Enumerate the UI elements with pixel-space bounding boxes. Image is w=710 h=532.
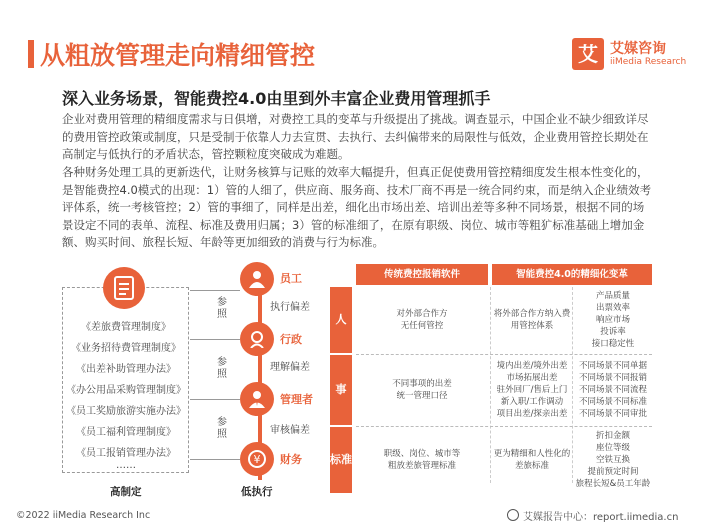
regulation-item: 《业务招待费管理制度》	[71, 343, 181, 354]
flow-action: 理解偏差	[270, 362, 310, 373]
cell-line: 不同场景不同流程	[578, 385, 647, 395]
connector-line	[190, 290, 240, 291]
admin-label: 行政	[280, 333, 302, 346]
copyright: ©2022 iiMedia Research Inc	[16, 510, 151, 521]
employee-node	[240, 262, 274, 296]
source-link[interactable]: 艾媒报告中心：report.iimedia.cn	[523, 512, 679, 523]
table-cell	[356, 287, 488, 353]
high-formulation-label: 高制定	[110, 486, 142, 498]
manager-label: 管理者	[280, 393, 313, 406]
cell-line: 职级、岗位、城市等	[383, 449, 461, 459]
cell-line: 座位等级	[595, 443, 630, 453]
body-paragraph-1: 企业对费用管理的精细度需求与日俱增，对费控工具的变革与升级提出了挑战。调查显示，中国企业不缺少细致详尽的费用管控政策或制度，只是受制于依靠人力去宣贯、去执行、去纠偏带来的局限性与低效，企业费用管控长期处在高制定与低执行的矛盾状态，管控颗粒度突破成为难题。	[62, 112, 649, 161]
cell-line: 折扣金额	[595, 431, 630, 441]
cell-line: 空铁互换	[595, 455, 630, 465]
regulation-item: 《出差补助管理办法》	[76, 364, 176, 375]
cell-line: 不同场景不同报销	[578, 373, 647, 383]
low-execution-label: 低执行	[241, 486, 273, 498]
cell-line: 将外部合作方纳入费	[493, 309, 571, 319]
flow-action: 执行偏差	[270, 302, 310, 313]
reference-label: 参照	[217, 357, 227, 380]
table-cell	[356, 427, 488, 493]
iimedia-logo	[572, 38, 692, 72]
report-center-icon	[507, 509, 519, 521]
cell-line: 不同场景不同审批	[578, 409, 647, 419]
admin-node	[240, 322, 274, 356]
document-icon	[103, 267, 145, 309]
regulation-item: 《办公用品采购管理制度》	[66, 385, 186, 396]
reference-label: 参照	[217, 297, 227, 320]
cell-line: 出票效率	[595, 303, 630, 313]
reference-label: 参照	[217, 417, 227, 440]
table-cell	[574, 355, 652, 425]
cell-line: 产品质量	[595, 291, 630, 301]
cell-line: 无任何管控	[400, 321, 444, 331]
cell-line: 接口稳定性	[591, 339, 635, 349]
cell-line: 投诉率	[600, 327, 626, 337]
row-head-standards: 标准	[330, 427, 352, 493]
cell-line: 市场拓展出差	[506, 373, 558, 383]
cell-line: 更为精细和人性化的	[493, 449, 571, 459]
manager-node	[240, 382, 274, 416]
title-accent-bar	[28, 40, 34, 68]
table-cell	[574, 427, 652, 493]
employee-label: 员工	[280, 272, 302, 285]
table-cell	[574, 287, 652, 353]
table-cell	[492, 355, 572, 425]
connector-line	[190, 339, 240, 340]
cell-line: 粗放差旅管理标准	[387, 461, 456, 471]
cell-line: 差旅标准	[514, 461, 549, 471]
cell-line: 响应市场	[595, 315, 630, 325]
table-divider	[490, 287, 491, 483]
smart-header: 智能费控4.0的精细化变革	[492, 264, 652, 285]
table-cell	[492, 287, 572, 353]
cell-line: 不同场景不同标准	[578, 397, 647, 407]
logo-glyph: 艾	[572, 38, 604, 70]
connector-line	[190, 399, 240, 400]
cell-line: 对外部合作方	[396, 309, 448, 319]
cell-line: 不同事项的出差	[392, 379, 452, 389]
cell-line: 境内出差/境外出差	[496, 361, 568, 371]
regulation-item: 《员工福利管理制度》	[76, 427, 176, 438]
regulation-item: 《差旅费管理制度》	[81, 322, 171, 333]
body-paragraph-2: 各种财务处理工具的更新迭代，让财务核算与记账的效率大幅提升，但真正促使费用管控精细度发生根本性变化的，是智能费控4.0模式的出现：1）管的人细了，供应商、服务商、技术厂商不再是一统合同约束，而是纳入企业绩效考评体系，统一考核管控；2）管的事细了，同样是出差，细化出市场出差、培训出差等多种不同场景，根据不同的场景设定不同的表单、流程、标准及费用归属；3）管的标准细了，在原有职级、岗位、城市等粗犷标准基础上增加金额、购买时间、旅程长短、年龄等更加细致的消费与行为标准。	[62, 165, 652, 249]
regulation-item: 《员工报销管理办法》	[76, 448, 176, 459]
page-subtitle: 深入业务场景，智能费控4.0由里到外丰富企业费用管理抓手	[62, 89, 491, 108]
cell-line: 驻外回厂/售后上门	[496, 385, 568, 395]
traditional-header: 传统费控报销软件	[356, 264, 488, 285]
table-cell	[356, 355, 488, 425]
flow-action: 审核偏差	[270, 425, 310, 436]
cell-line: 用管控体系	[510, 321, 554, 331]
finance-label: 财务	[280, 453, 302, 466]
cell-line: 提前预定时间	[587, 467, 639, 477]
cell-line: 旅程长短&员工年龄	[575, 479, 651, 489]
regulation-item: 《员工奖励旅游实施办法》	[66, 406, 186, 417]
logo-en-text: iiMedia Research	[610, 57, 687, 67]
cell-line: 统一管理口径	[396, 391, 448, 401]
logo-cn-text: 艾媒咨询	[610, 41, 666, 57]
row-head-people: 人	[330, 287, 352, 353]
connector-line	[190, 459, 240, 460]
page-title: 从粗放管理走向精细管控	[40, 41, 316, 70]
row-head-matters: 事	[330, 355, 352, 425]
cell-line: 项目出差/探亲出差	[496, 409, 568, 419]
cell-line: 不同场景不同单据	[578, 361, 647, 371]
table-divider	[572, 287, 573, 483]
table-cell	[492, 427, 572, 493]
cell-line: 新入职/工作调动	[500, 397, 564, 407]
svg-text:¥: ¥	[253, 453, 261, 466]
regulation-ellipsis: ……	[116, 460, 136, 471]
finance-node	[240, 442, 274, 476]
